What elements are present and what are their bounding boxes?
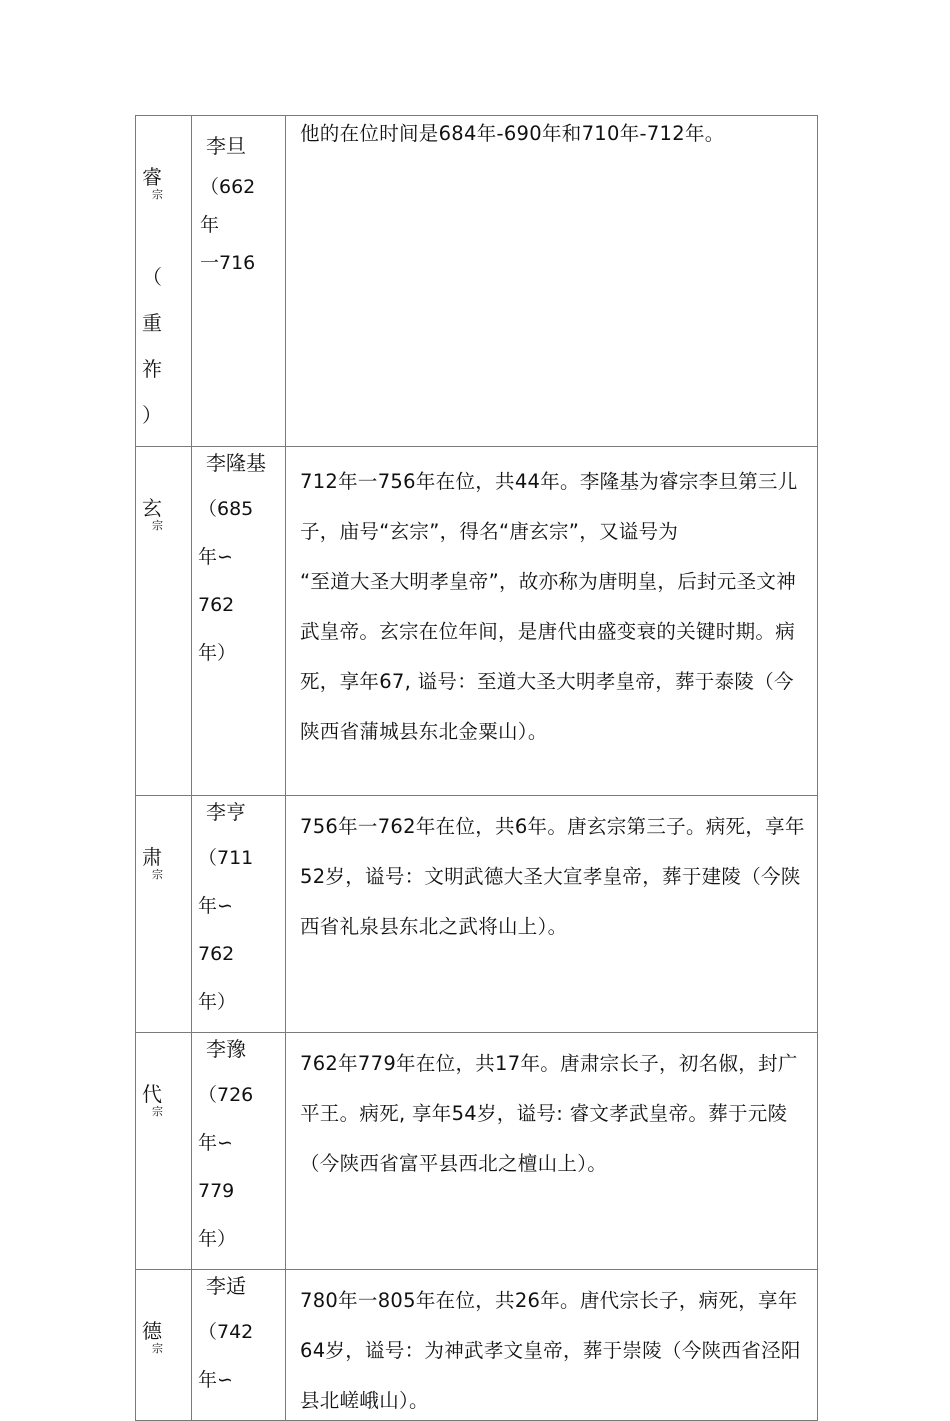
emperor-name: 李适	[206, 1274, 246, 1298]
emperor-description: 762年779年在位，共17年。唐肃宗长子，初名俶，封广平王。病死, 享年54岁，谥号: 睿文孝武皇帝。葬于元陵（今陕西省富平县西北之檀山上）。	[300, 1052, 798, 1175]
emperor-name: 李隆基	[206, 451, 266, 475]
temple-name: 代	[142, 1082, 162, 1106]
emperor-name: 李旦	[206, 134, 246, 158]
emperor-table	[135, 115, 818, 1421]
temple-note: （ 重 祚 ）	[142, 265, 162, 427]
person-cell	[192, 1033, 286, 1270]
temple-suffix: 宗	[152, 1105, 163, 1118]
temple-name-cell	[136, 1270, 192, 1421]
description-cell	[286, 447, 818, 796]
temple-suffix: 宗	[152, 519, 163, 532]
emperor-name: 李亨	[206, 800, 246, 824]
description-cell	[286, 116, 818, 447]
temple-name: 肃	[142, 845, 162, 869]
description-cell	[286, 1033, 818, 1270]
temple-suffix: 宗	[152, 188, 163, 201]
emperor-lifespan: （711 年∽ 762 年）	[198, 847, 254, 1013]
emperor-description: 712年一756年在位，共44年。李隆基为睿宗李旦第三儿子，庙号“玄宗”，得名“唐玄宗”，又谥号为 “至道大圣大明孝皇帝”，故亦称为唐明皇，后封元圣文神武皇帝。玄宗在位年间，是唐代由盛变衰的关键时期。病死，享年67, 谥号：至道大圣大明孝皇帝，葬于泰陵（今陕西省蒲城县东北金粟山）。	[300, 470, 798, 743]
temple-name-cell	[136, 116, 192, 447]
table-row	[136, 447, 818, 796]
emperor-lifespan: （742 年∽	[198, 1321, 254, 1391]
temple-name-cell	[136, 1033, 192, 1270]
emperor-name: 李豫	[206, 1037, 246, 1061]
table-row	[136, 116, 818, 447]
description-cell	[286, 796, 818, 1033]
person-cell	[192, 1270, 286, 1421]
temple-name-cell	[136, 796, 192, 1033]
person-cell	[192, 116, 286, 447]
temple-name: 睿	[142, 165, 162, 189]
table-row	[136, 1033, 818, 1270]
person-cell	[192, 447, 286, 796]
temple-name-cell	[136, 447, 192, 796]
table-row	[136, 1270, 818, 1421]
table-row	[136, 796, 818, 1033]
emperor-lifespan: （726 年∽ 779 年）	[198, 1084, 254, 1250]
description-cell	[286, 1270, 818, 1421]
temple-suffix: 宗	[152, 1342, 163, 1355]
emperor-lifespan: （685 年∽ 762 年）	[198, 498, 254, 664]
temple-name: 德	[142, 1319, 162, 1343]
emperor-description: 他的在位时间是684年-690年和710年-712年。	[300, 122, 725, 145]
emperor-lifespan: （662 年 一716	[200, 176, 256, 274]
emperor-description: 756年一762年在位，共6年。唐玄宗第三子。病死，享年52岁，谥号：文明武德大圣大宣孝皇帝，葬于建陵（今陕西省礼泉县东北之武将山上）。	[300, 815, 805, 938]
emperor-description: 780年一805年在位，共26年。唐代宗长子，病死，享年64岁，谥号：为神武孝文皇帝，葬于崇陵（今陕西省泾阳县北嵯峨山）。	[300, 1289, 801, 1412]
temple-name: 玄	[142, 496, 162, 520]
person-cell	[192, 796, 286, 1033]
temple-suffix: 宗	[152, 868, 163, 881]
